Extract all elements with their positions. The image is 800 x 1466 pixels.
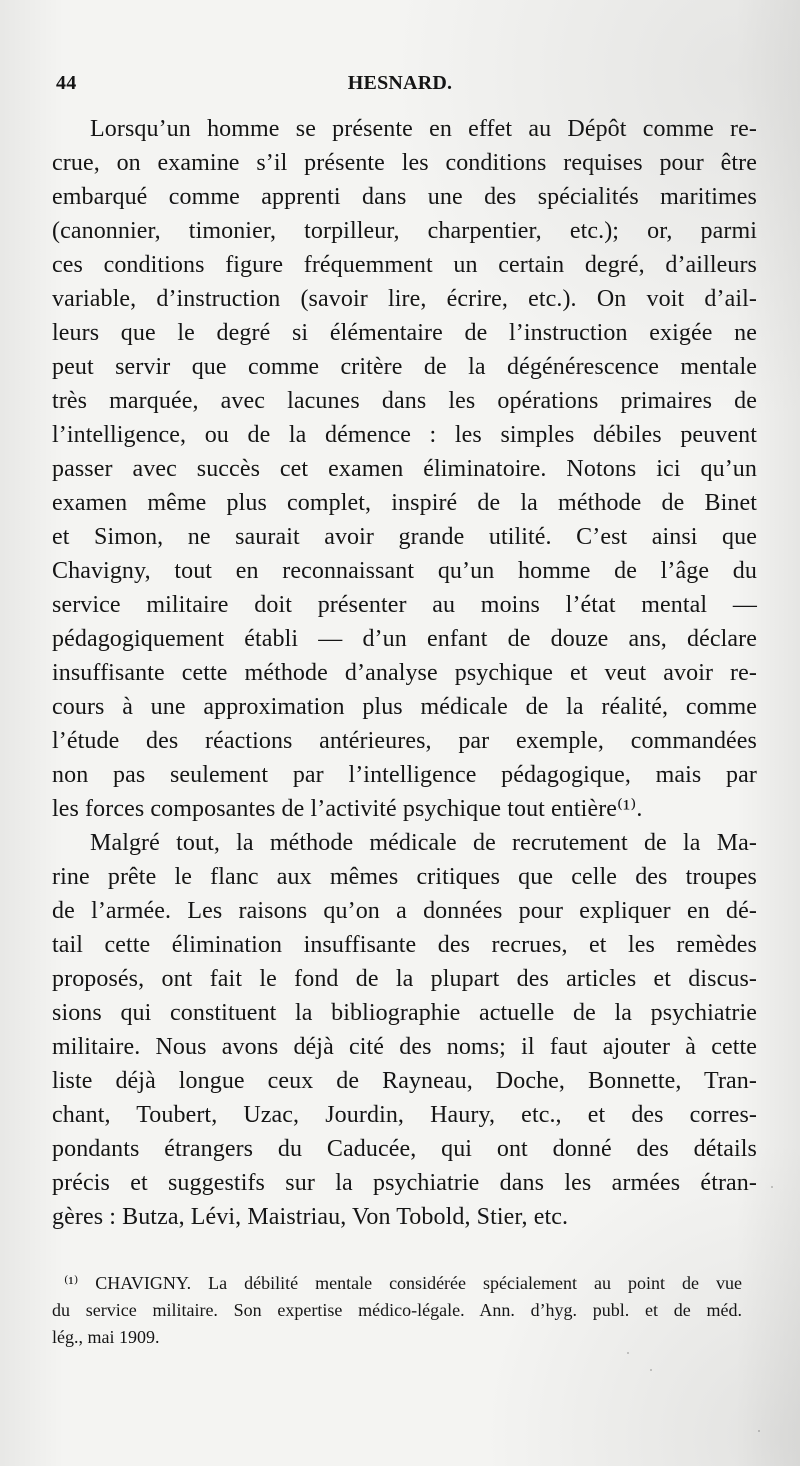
text-line: sions qui constituent la bibliographie actuelle de la psychiatrie: [52, 1000, 757, 1026]
text-line: crue, on examine s’il présente les conditions requises pour être: [52, 150, 757, 176]
scan-speck: [627, 1352, 629, 1354]
running-head: HESNARD.: [347, 72, 453, 94]
text-line: Lorsqu’un homme se présente en effet au Dépôt comme re-: [90, 116, 757, 142]
text-line: pondants étrangers du Caducée, qui ont donné des détails: [52, 1136, 757, 1162]
footnote: [52, 1270, 742, 1351]
text-line: tail cette élimination insuffisante des recrues, et les remèdes: [52, 932, 757, 958]
text-line: Chavigny, tout en reconnaissant qu’un homme de l’âge du: [52, 558, 757, 584]
text-line: ces conditions figure fréquemment un certain degré, d’ailleurs: [52, 252, 757, 278]
text-line: insuffisante cette méthode d’analyse psychique et veut avoir re-: [52, 660, 757, 686]
text-line: l’intelligence, ou de la démence : les simples débiles peuvent: [52, 422, 757, 448]
text-line: non pas seulement par l’intelligence pédagogique, mais par: [52, 762, 757, 788]
text-line: cours à une approximation plus médicale de la réalité, comme: [52, 694, 757, 720]
text-line: variable, d’instruction (savoir lire, écrire, etc.). On voit d’ail-: [52, 286, 757, 312]
text-line: service militaire doit présenter au moins l’état mental —: [52, 592, 757, 618]
text-line: liste déjà longue ceux de Rayneau, Doche, Bonnette, Tran-: [52, 1068, 757, 1094]
text-line: proposés, ont fait le fond de la plupart des articles et discus-: [52, 966, 757, 992]
footnote-line: lég., mai 1909.: [52, 1327, 160, 1347]
text-line: et Simon, ne saurait avoir grande utilité. C’est ainsi que: [52, 524, 757, 550]
footnote-line: ⁽¹⁾ CHAVIGNY. La débilité mentale considérée spécialement au point de vue: [64, 1273, 742, 1293]
text-line: rine prête le flanc aux mêmes critiques que celle des troupes: [52, 864, 757, 890]
text-line: examen même plus complet, inspiré de la méthode de Binet: [52, 490, 757, 516]
text-line: Malgré tout, la méthode médicale de recrutement de la Ma-: [90, 830, 757, 856]
scan-speck: [758, 1430, 760, 1432]
text-line: peut servir que comme critère de la dégénérescence mentale: [52, 354, 757, 380]
text-line: militaire. Nous avons déjà cité des noms; il faut ajouter à cette: [52, 1034, 757, 1060]
footnote-line: du service militaire. Son expertise médico-légale. Ann. d’hyg. publ. et de méd.: [52, 1300, 742, 1320]
text-line: (canonnier, timonier, torpilleur, charpentier, etc.); or, parmi: [52, 218, 757, 244]
text-line: leurs que le degré si élémentaire de l’instruction exigée ne: [52, 320, 757, 346]
text-line: l’étude des réactions antérieures, par exemple, commandées: [52, 728, 757, 754]
text-line: précis et suggestifs sur la psychiatrie dans les armées étran-: [52, 1170, 757, 1196]
page-header: [56, 72, 744, 102]
text-line: de l’armée. Les raisons qu’on a données pour expliquer en dé-: [52, 898, 757, 924]
text-line: chant, Toubert, Uzac, Jourdin, Haury, etc., et des corres-: [52, 1102, 757, 1128]
main-text-block: [52, 112, 757, 1234]
text-line: très marquée, avec lacunes dans les opérations primaires de: [52, 388, 757, 414]
text-line: les forces composantes de l’activité psychique tout entière⁽¹⁾.: [52, 796, 643, 822]
text-line: passer avec succès cet examen éliminatoire. Notons ici qu’un: [52, 456, 757, 482]
page-number: 44: [56, 72, 77, 94]
scan-speck: [650, 1369, 652, 1371]
text-line: embarqué comme apprenti dans une des spécialités maritimes: [52, 184, 757, 210]
text-line: gères : Butza, Lévi, Maistriau, Von Tobold, Stier, etc.: [52, 1204, 569, 1230]
text-line: pédagogiquement établi — d’un enfant de douze ans, déclare: [52, 626, 757, 652]
scan-speck: [771, 1186, 773, 1188]
